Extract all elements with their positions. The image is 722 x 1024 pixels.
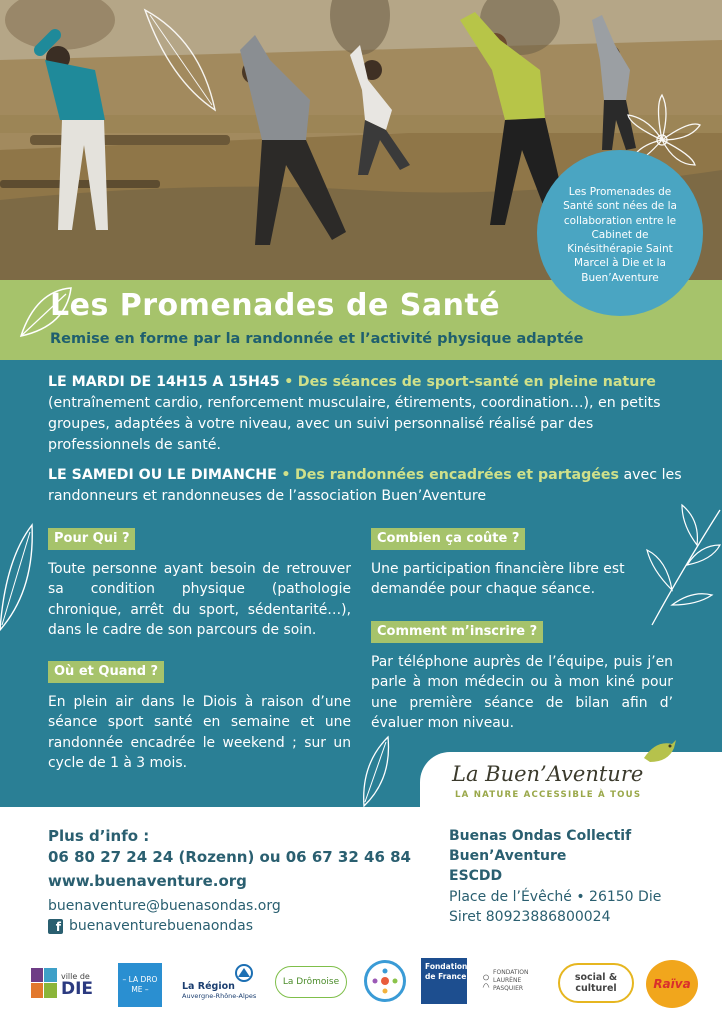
- bird-icon: [642, 736, 678, 766]
- phone-numbers[interactable]: 06 80 27 24 24 (Rozenn) ou 06 67 32 46 84: [48, 848, 411, 866]
- social-culturel-logo: [558, 963, 634, 1003]
- cost-label: Combien ça coûte ?: [371, 528, 525, 550]
- star-people-icon: [372, 968, 398, 994]
- weekday-session-lead: LE MARDI DE 14H15 A 15H45: [48, 374, 280, 390]
- region-emblem-icon: [234, 964, 254, 982]
- website-link[interactable]: www.buenaventure.org: [48, 872, 247, 890]
- info-heading: Plus d’info :: [48, 827, 150, 845]
- region-name: La Région: [182, 980, 235, 992]
- intro-paragraph-1: [48, 372, 688, 456]
- raiva-logo: [646, 960, 698, 1008]
- brand-logo-name: La Buen’Aventure: [452, 762, 644, 786]
- intro-paragraph-2: [48, 465, 688, 507]
- bullet: •: [284, 374, 294, 390]
- fondation-de-france-logo: [421, 958, 467, 1004]
- page-subtitle: Remise en forme par la randonnée et l’activité physique adaptée: [50, 331, 584, 347]
- org-siret: Siret 80923886800024: [449, 909, 611, 925]
- raiva-text: Raïva: [653, 977, 691, 991]
- weekend-session-highlight: Des randonnées encadrées et partagées: [294, 467, 619, 483]
- bullet: •: [281, 467, 291, 483]
- org-address: Place de l’Évêché • 26150 Die: [449, 889, 662, 905]
- email-link[interactable]: buenaventure@buenasondas.org: [48, 898, 281, 914]
- fondation-pasquier-text: FONDATION LAURÈNE PASQUIER: [493, 969, 529, 992]
- social-culturel-text: social & culturel: [574, 972, 618, 994]
- figure-icon: [482, 968, 490, 994]
- pour-qui-text: Toute personne ayant besoin de retrouver sa condition physique (pathologie chronique, arrêt du sport, sédentarité…), dans le cadre de son parcours de soin.: [48, 561, 351, 639]
- pour-qui-label: Pour Qui ?: [48, 528, 135, 550]
- weekday-session-highlight: Des séances de sport-santé en pleine nature: [297, 374, 656, 390]
- weekend-session-details: avec les randonneurs et randonneuses de l’association Buen’Aventure: [48, 467, 682, 504]
- fondation-de-france-text: Fondation de France: [425, 962, 468, 981]
- collaboration-text: Les Promenades de Santé sont nées de la collaboration entre le Cabinet de Kinésithérapie Saint Marcel à Die et la Buen’Aventure: [563, 186, 677, 284]
- la-drome-text: – LA DRO ME –: [122, 975, 158, 994]
- social-circle-logo: [364, 960, 406, 1002]
- die-logo-small: ville de: [60, 972, 90, 981]
- brand-tagline: LA NATURE ACCESSIBLE À TOUS: [455, 790, 642, 800]
- collaboration-bubble: [537, 150, 703, 316]
- weekday-session-details: (entraînement cardio, renforcement musculaire, étirements, coordination…), en petits groupes, adaptées à votre niveau, avec un suivi personnalisé réalisé par des professionnels de santé.: [48, 395, 661, 453]
- ou-quand-label: Où et Quand ?: [48, 661, 164, 683]
- region-sub: Auvergne-Rhône-Alpes: [182, 991, 257, 1000]
- ou-quand-text: En plein air dans le Diois à raison d’une séance sport santé en semaine et une randonnée encadrée le weekend ; sur un cycle de 1 à 3 mois.: [48, 694, 351, 772]
- signup-label: Comment m’inscrire ?: [371, 621, 543, 643]
- page-title: Les Promenades de Santé: [50, 288, 501, 323]
- org-name-3: ESCDD: [449, 868, 503, 884]
- leaf-outline-left-icon: [0, 520, 40, 640]
- leaf-outline-bottom-icon: [356, 734, 396, 809]
- facebook-handle: buenaventurebuenaondas: [69, 918, 254, 934]
- fondation-pasquier-logo: [482, 960, 542, 1002]
- ville-de-die-logo: [28, 966, 96, 1000]
- la-dromoise-text: La Drômoise: [282, 977, 340, 987]
- la-drome-logo: [118, 963, 162, 1007]
- die-mosaic-icon: [31, 968, 57, 998]
- cost-text: Une participation financière libre est demandée pour chaque séance.: [371, 561, 625, 598]
- facebook-icon: f: [48, 919, 63, 934]
- die-logo-big: DIE: [60, 979, 94, 999]
- facebook-link[interactable]: [48, 918, 253, 934]
- signup-text: Par téléphone auprès de l’équipe, puis j’en parle à mon médecin ou à mon kiné pour une première séance de bilan afin d’ évaluer mon niveau.: [371, 654, 673, 732]
- org-name-1: Buenas Ondas Collectif: [449, 828, 632, 844]
- weekend-session-lead: LE SAMEDI OU LE DIMANCHE: [48, 467, 277, 483]
- org-name-2: Buen’Aventure: [449, 848, 567, 864]
- la-dromoise-logo: [275, 966, 347, 998]
- region-logo: [182, 966, 262, 1002]
